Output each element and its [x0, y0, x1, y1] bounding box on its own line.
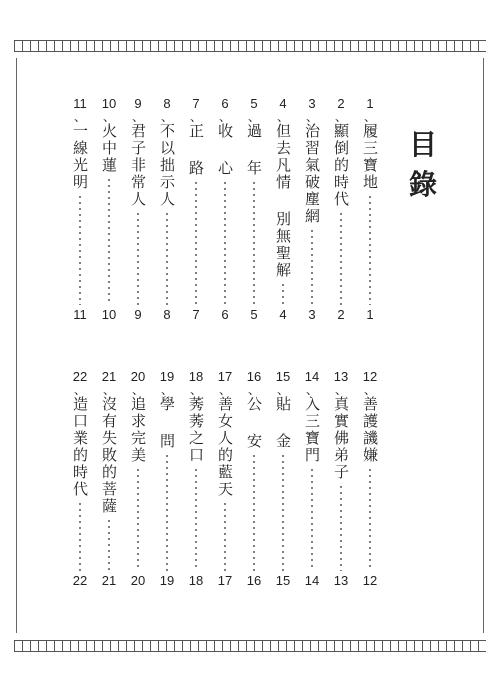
entry-page-number: 12	[362, 573, 378, 588]
entry-title: 火中蓮	[100, 123, 118, 174]
dot-leader	[195, 467, 197, 571]
dot-leader	[224, 501, 226, 571]
entry-page-number: 6	[221, 307, 229, 322]
dot-leader	[311, 228, 313, 305]
entry-page-number: 14	[304, 573, 320, 588]
entry-title: 一線光明	[71, 123, 89, 191]
dot-leader	[137, 467, 139, 571]
entry-number: 8	[163, 96, 171, 111]
entry-number: 21	[101, 369, 117, 384]
toc-entry[interactable]	[126, 97, 150, 322]
toc-title-char: 錄	[408, 168, 437, 201]
entry-page-number: 2	[337, 307, 345, 322]
toc-entry[interactable]	[213, 370, 237, 588]
toc-entry[interactable]	[300, 97, 324, 322]
entry-separator: 、	[189, 383, 202, 397]
toc-entry[interactable]	[213, 97, 237, 322]
toc-entry[interactable]	[329, 97, 353, 322]
toc-entry[interactable]	[126, 370, 150, 588]
entry-page-number: 9	[134, 307, 142, 322]
entry-separator: 、	[334, 110, 347, 124]
entry-title: 貼 金	[274, 396, 292, 450]
dot-leader	[282, 282, 284, 305]
entry-title: 但去凡情 別無聖解	[274, 123, 292, 279]
toc-title-char: 目	[408, 128, 437, 161]
dot-leader	[166, 453, 168, 571]
entry-title: 學 問	[158, 396, 176, 450]
entry-title: 過 年	[245, 123, 263, 177]
entry-number: 18	[188, 369, 204, 384]
entry-separator: 、	[73, 110, 86, 124]
entry-separator: 、	[102, 383, 115, 397]
entry-separator: 、	[131, 110, 144, 124]
entry-page-number: 8	[163, 307, 171, 322]
entry-title: 收 心	[216, 123, 234, 177]
right-frame-line	[483, 58, 484, 633]
entry-number: 19	[159, 369, 175, 384]
toc-entry[interactable]	[155, 370, 179, 588]
entry-number: 11	[73, 96, 87, 111]
entry-page-number: 13	[333, 573, 349, 588]
dot-leader	[253, 453, 255, 571]
entry-page-number: 16	[246, 573, 262, 588]
entry-title: 履三寶地	[361, 123, 379, 191]
entry-number: 7	[192, 96, 200, 111]
entry-separator: 、	[160, 110, 173, 124]
entry-page-number: 7	[192, 307, 200, 322]
entry-title: 善女人的藍天	[216, 396, 234, 498]
entry-number: 4	[279, 96, 287, 111]
entry-separator: 、	[160, 383, 173, 397]
entry-separator: 、	[247, 110, 260, 124]
entry-title: 沒有失敗的菩薩	[100, 396, 118, 515]
entry-number: 3	[308, 96, 316, 111]
dot-leader	[282, 453, 284, 571]
entry-page-number: 4	[279, 307, 287, 322]
dot-leader	[79, 501, 81, 571]
entry-number: 13	[333, 369, 349, 384]
top-ornament-border	[14, 40, 486, 52]
entry-page-number: 15	[275, 573, 291, 588]
entry-title: 君子非常人	[129, 123, 147, 208]
entry-page-number: 5	[250, 307, 258, 322]
entry-title: 造口業的時代	[71, 396, 89, 498]
entry-title: 治習氣破塵網	[303, 123, 321, 225]
entry-page-number: 20	[130, 573, 146, 588]
entry-number: 6	[221, 96, 229, 111]
bottom-ornament-border	[14, 640, 486, 652]
dot-leader	[108, 518, 110, 571]
entry-separator: 、	[334, 383, 347, 397]
dot-leader	[166, 211, 168, 305]
toc-entry[interactable]	[242, 97, 266, 322]
dot-leader	[369, 194, 371, 305]
entry-number: 14	[304, 369, 320, 384]
entry-title: 正 路	[187, 123, 205, 177]
dot-leader	[224, 180, 226, 305]
entry-title: 真實佛弟子	[332, 396, 350, 481]
entry-title: 顯倒的時代	[332, 123, 350, 208]
toc-entry[interactable]	[68, 97, 92, 322]
entry-number: 10	[101, 96, 117, 111]
entry-title: 入三寶門	[303, 396, 321, 464]
toc-entry[interactable]	[97, 97, 121, 322]
entry-page-number: 18	[188, 573, 204, 588]
toc-entry[interactable]	[358, 370, 382, 588]
entry-page-number: 10	[101, 307, 117, 322]
toc-title	[405, 125, 441, 205]
entry-separator: 、	[305, 383, 318, 397]
entry-number: 2	[337, 96, 345, 111]
entry-separator: 、	[218, 110, 231, 124]
entry-title: 善護譏嫌	[361, 396, 379, 464]
toc-entry[interactable]	[271, 97, 295, 322]
entry-page-number: 22	[72, 573, 88, 588]
entry-title: 莠莠之口	[187, 396, 205, 464]
toc-entry[interactable]	[184, 97, 208, 322]
entry-number: 16	[246, 369, 262, 384]
entry-number: 12	[362, 369, 378, 384]
left-frame-line	[16, 58, 17, 633]
dot-leader	[79, 194, 81, 305]
entry-separator: 、	[131, 383, 144, 397]
entry-number: 15	[275, 369, 291, 384]
entry-page-number: 11	[73, 307, 87, 322]
toc-entry[interactable]	[184, 370, 208, 588]
entry-page-number: 21	[101, 573, 117, 588]
entry-separator: 、	[363, 110, 376, 124]
toc-entry[interactable]	[271, 370, 295, 588]
entry-number: 17	[217, 369, 233, 384]
dot-leader	[195, 180, 197, 305]
dot-leader	[340, 484, 342, 571]
entry-page-number: 1	[366, 307, 374, 322]
entry-title: 公 安	[245, 396, 263, 450]
entry-page-number: 17	[217, 573, 233, 588]
entry-page-number: 19	[159, 573, 175, 588]
toc-entry[interactable]	[68, 370, 92, 588]
dot-leader	[137, 211, 139, 305]
entry-title: 不以拙示人	[158, 123, 176, 208]
entry-separator: 、	[363, 383, 376, 397]
entry-separator: 、	[305, 110, 318, 124]
entry-number: 20	[130, 369, 146, 384]
entry-number: 9	[134, 96, 142, 111]
toc-entry[interactable]	[358, 97, 382, 322]
toc-entry[interactable]	[155, 97, 179, 322]
entry-separator: 、	[102, 110, 115, 124]
toc-entry[interactable]	[242, 370, 266, 588]
entry-separator: 、	[276, 110, 289, 124]
entry-page-number: 3	[308, 307, 316, 322]
toc-entry[interactable]	[329, 370, 353, 588]
entry-number: 1	[366, 96, 374, 111]
dot-leader	[253, 180, 255, 305]
entry-separator: 、	[218, 383, 231, 397]
entry-separator: 、	[276, 383, 289, 397]
dot-leader	[311, 467, 313, 571]
entry-number: 22	[72, 369, 88, 384]
entry-separator: 、	[189, 110, 202, 124]
toc-entry[interactable]	[97, 370, 121, 588]
entry-separator: 、	[73, 383, 86, 397]
entry-separator: 、	[247, 383, 260, 397]
dot-leader	[340, 211, 342, 305]
dot-leader	[369, 467, 371, 571]
entry-title: 追求完美	[129, 396, 147, 464]
dot-leader	[108, 177, 110, 305]
toc-entry[interactable]	[300, 370, 324, 588]
entry-number: 5	[250, 96, 258, 111]
